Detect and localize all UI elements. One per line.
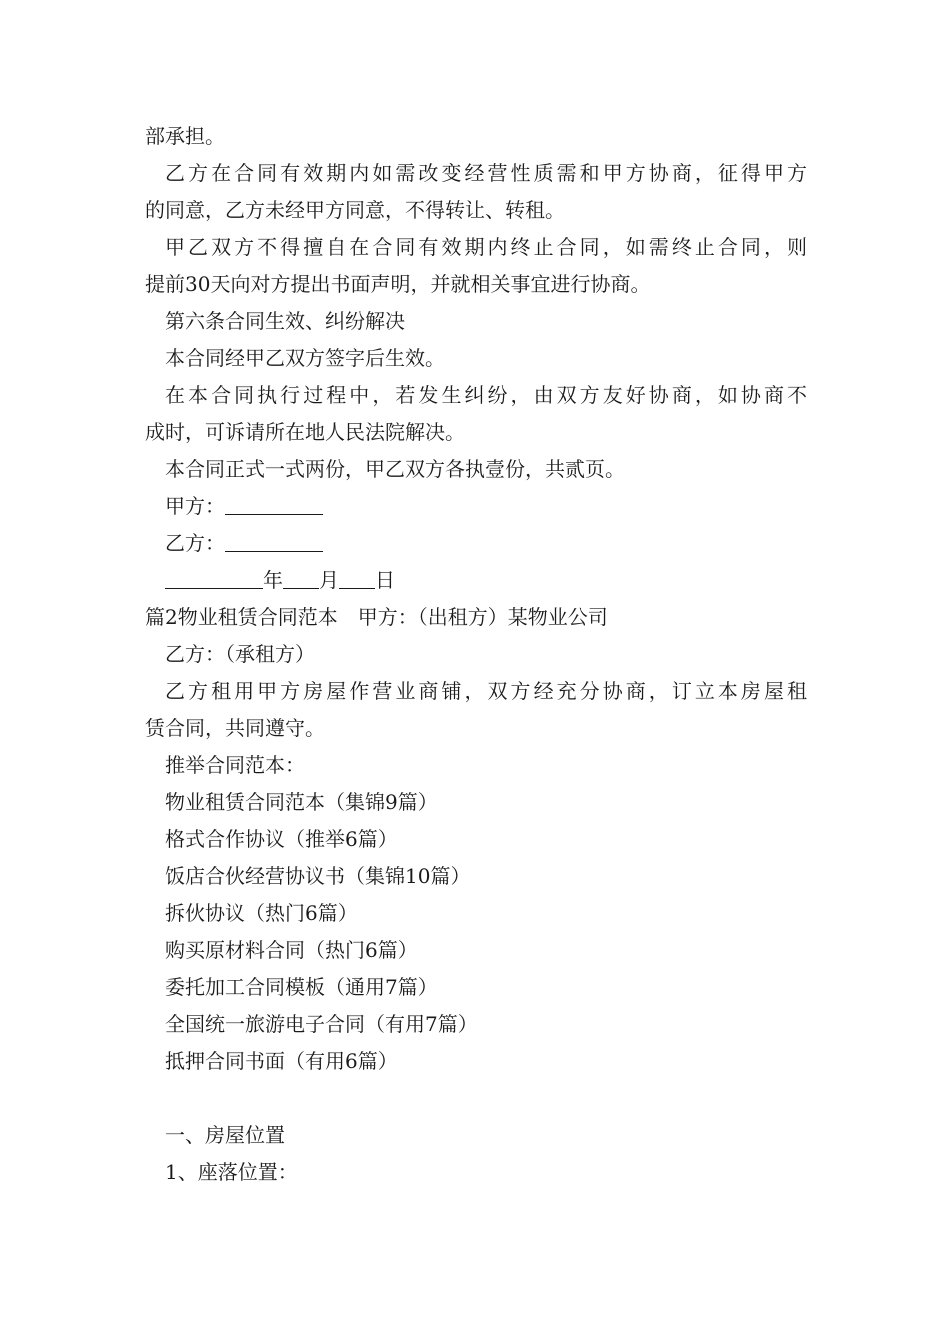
paragraph-line: 的同意，乙方未经甲方同意，不得转让、转租。 <box>145 198 565 222</box>
recommend-link[interactable]: 全国统一旅游电子合同（有用7篇） <box>165 1012 478 1036</box>
paragraph-line: 乙方租用甲方房屋作营业商铺，双方经充分协商，订立本房屋租 <box>165 679 807 703</box>
recommend-link[interactable]: 饭店合伙经营协议书（集锦10篇） <box>165 864 471 888</box>
article-heading: 第六条合同生效、纠纷解决 <box>165 309 405 333</box>
paragraph-line: 赁合同，共同遵守。 <box>145 716 325 740</box>
clause-subheading: 1、座落位置： <box>165 1160 298 1184</box>
paragraph-line: 本合同经甲乙双方签字后生效。 <box>165 346 445 370</box>
paragraph-line: 本合同正式一式两份，甲乙双方各执壹份，共贰页。 <box>165 457 625 481</box>
recommend-heading: 推举合同范本： <box>165 753 305 777</box>
paragraph-line: 提前30天向对方提出书面声明，并就相关事宜进行协商。 <box>145 272 651 296</box>
party-a-blank <box>225 492 323 515</box>
party-b-label: 乙方： <box>165 531 225 555</box>
month-blank <box>283 566 319 589</box>
party-a-label: 甲方： <box>165 494 225 518</box>
section2-party-b: 乙方：（承租方） <box>165 642 315 666</box>
paragraph-line: 成时，可诉请所在地人民法院解决。 <box>145 420 465 444</box>
year-label: 年 <box>263 568 283 592</box>
recommend-link[interactable]: 购买原材料合同（热门6篇） <box>165 938 418 962</box>
recommend-link[interactable]: 委托加工合同模板（通用7篇） <box>165 975 438 999</box>
document-body <box>145 118 807 1191</box>
paragraph-line: 部承担。 <box>145 124 225 148</box>
clause-heading: 一、房屋位置 <box>165 1123 285 1147</box>
section2-title: 篇2物业租赁合同范本 <box>145 605 338 629</box>
date-line <box>145 562 807 599</box>
recommend-link[interactable]: 拆伙协议（热门6篇） <box>165 901 358 925</box>
paragraph-line: 乙方在合同有效期内如需改变经营性质需和甲方协商，征得甲方 <box>165 161 807 185</box>
party-b-signature-line <box>145 525 807 562</box>
spacer <box>145 1080 807 1117</box>
section2-party-a: 甲方：（出租方）某物业公司 <box>357 605 608 629</box>
paragraph-line: 甲乙双方不得擅自在合同有效期内终止合同，如需终止合同，则 <box>165 235 807 259</box>
day-label: 日 <box>375 568 395 592</box>
year-blank <box>165 566 263 589</box>
month-label: 月 <box>319 568 339 592</box>
party-b-blank <box>225 529 323 552</box>
party-a-signature-line <box>145 488 807 525</box>
recommend-link[interactable]: 物业租赁合同范本（集锦9篇） <box>165 790 438 814</box>
recommend-link[interactable]: 抵押合同书面（有用6篇） <box>165 1049 398 1073</box>
section2-header-line <box>145 599 807 636</box>
paragraph-line: 在本合同执行过程中，若发生纠纷，由双方友好协商，如协商不 <box>165 383 807 407</box>
recommend-link[interactable]: 格式合作协议（推举6篇） <box>165 827 398 851</box>
day-blank <box>339 566 375 589</box>
